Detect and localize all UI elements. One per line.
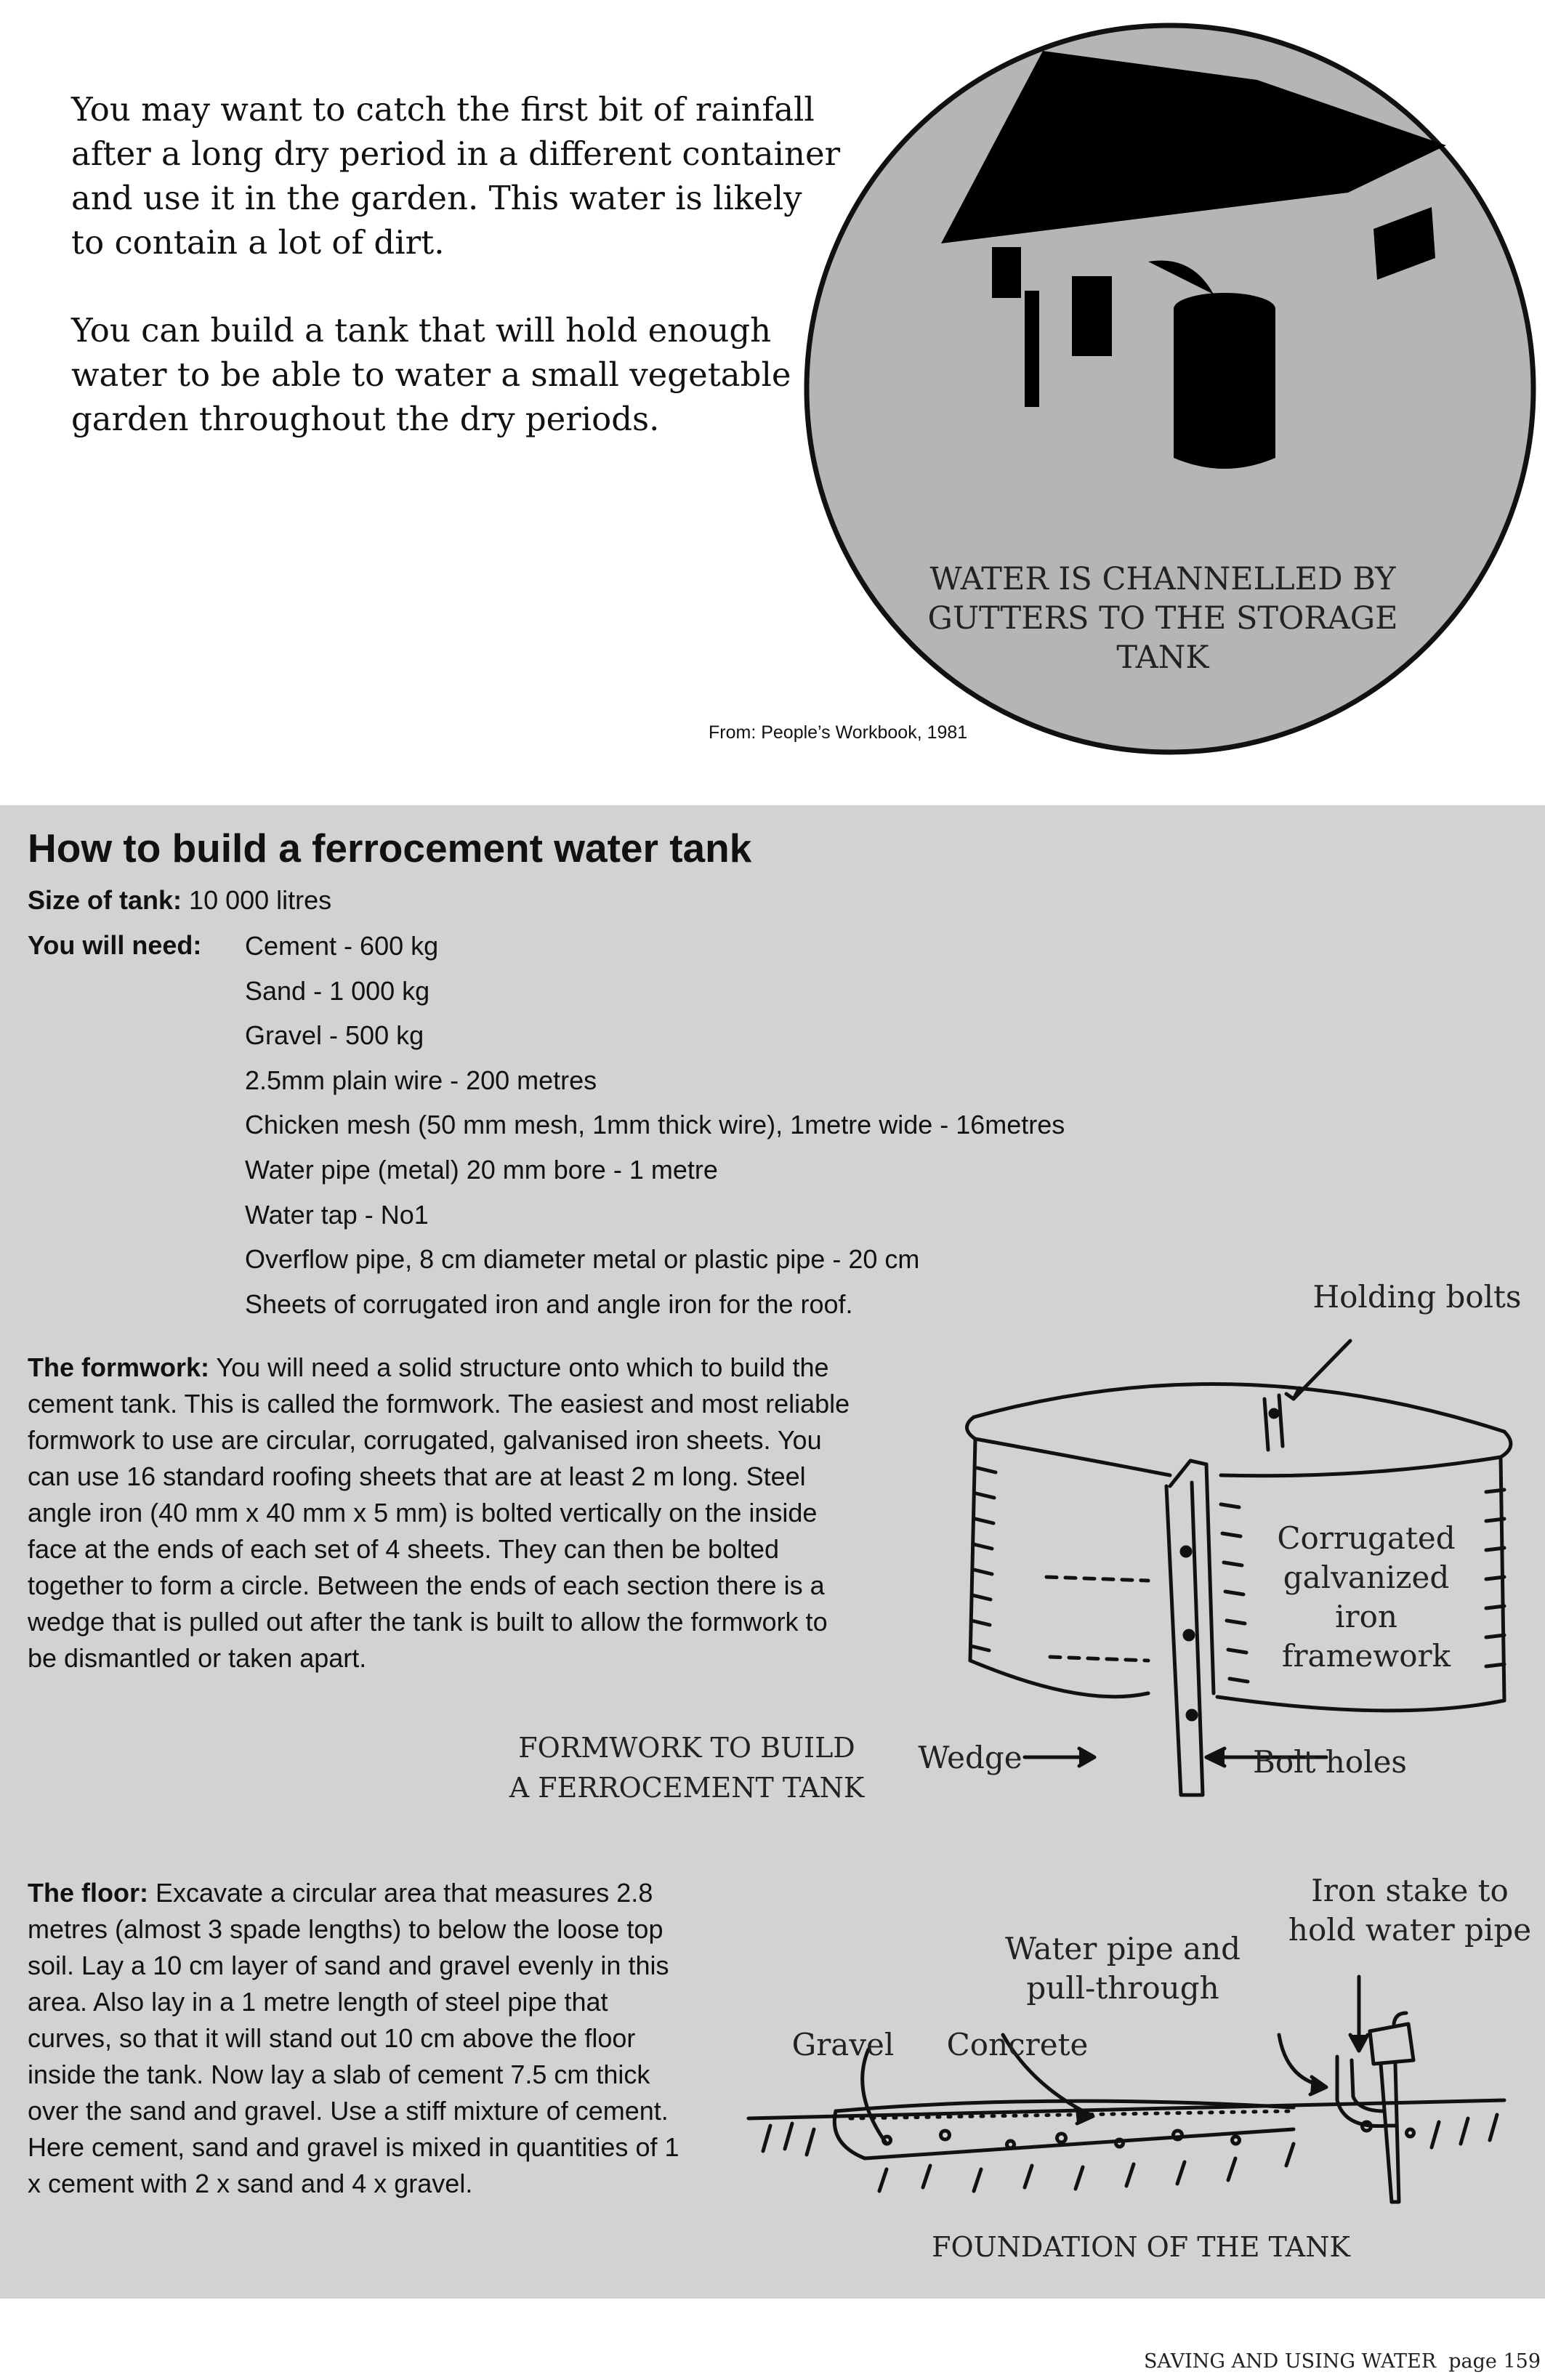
formwork-heading: The formwork: <box>28 1352 210 1382</box>
label-gravel: Gravel <box>791 2027 895 2062</box>
material-item: 2.5mm plain wire - 200 metres <box>245 1065 597 1095</box>
foundation-figure-caption: FOUNDATION OF THE TANK <box>932 2231 1350 2263</box>
material-item: Sand - 1 000 kg <box>245 975 430 1006</box>
material-item: Cement - 600 kg <box>245 931 439 961</box>
material-item: Gravel - 500 kg <box>245 1020 424 1051</box>
page-number: page 159 <box>1448 2350 1541 2373</box>
formwork-paragraph <box>28 1350 863 1677</box>
formwork-text: You will need a solid structure onto which to build the cement tank. This is called the formwork. The easiest and most reliable formwork to use are circular, corrugated, galvanised iron sheets. You can use 16 standard roofing sheets that are at least 2 m long. Steel angle iron (40 mm x 40 mm x 5 mm) is bolted vertically on the inside face at the ends of each set of 4 sheets. They can then be bolted together to form a circle. Between the ends of each section there is a wedge that is pulled out after the tank is built to allow the formwork to be dismantled or taken apart. <box>28 1352 850 1673</box>
material-item: Water pipe (metal) 20 mm bore - 1 metre <box>245 1154 718 1185</box>
size-value: 10 000 litres <box>189 885 332 915</box>
label-wedge: Wedge <box>918 1740 1022 1775</box>
floor-text: Excavate a circular area that measures 2.8 metres (almost 3 spade lengths) to below the loose top soil. Lay a 10 cm layer of sand and gravel evenly in this area. Also lay in a 1 metre length of steel pipe that curves, so that it will stand out 10 cm above the floor inside the tank. Now lay a slab of cement 7.5 cm thick over the sand and gravel. Use a stiff mixture of cement. Here cement, sand and gravel is mixed in quantities of 1 x cement with 2 x sand and 4 x gravel. <box>28 1878 679 2198</box>
material-item: Chicken mesh (50 mm mesh, 1mm thick wire), 1metre wide - 16metres <box>245 1110 1065 1140</box>
material-item: Water tap - No1 <box>245 1199 429 1230</box>
materials-list <box>245 930 1065 1333</box>
intro-paragraph-1: You may want to catch the first bit of rainfall after a long dry period in a different container and use it in the garden. This water is likely to contain a lot of dirt. <box>71 90 841 262</box>
size-label: Size of tank: <box>28 885 182 915</box>
page-footer <box>887 2350 1545 2373</box>
formwork-figure-caption: FORMWORK TO BUILD A FERROCEMENT TANK <box>509 1732 865 1804</box>
floor-heading: The floor: <box>28 1878 148 1908</box>
label-corrugated-iron: Corrugated galvanized iron framework <box>1277 1520 1456 1674</box>
material-item: Overflow pipe, 8 cm diameter metal or plastic pipe - 20 cm <box>245 1244 920 1275</box>
intro-paragraph-2: You can build a tank that will hold enough water to be able to water a small vegetable garden throughout the dry periods. <box>71 311 791 438</box>
label-bolt-holes: Bolt holes <box>1253 1744 1407 1780</box>
material-item: Sheets of corrugated iron and angle iron for the roof. <box>245 1288 853 1319</box>
house-figure-caption: WATER IS CHANNELLED BY GUTTERS TO THE STORAGE TANK <box>927 561 1398 676</box>
label-holding-bolts: Holding bolts <box>1312 1279 1522 1315</box>
footer-section: SAVING AND USING WATER <box>1143 2350 1437 2373</box>
label-concrete: Concrete <box>946 2027 1089 2062</box>
label-water-pipe: Water pipe and pull-through <box>1004 1931 1241 2006</box>
label-iron-stake: Iron stake to hold water pipe <box>1288 1873 1532 1948</box>
figure-source: From: People’s Workbook, 1981 <box>709 722 968 743</box>
tank-size <box>28 885 331 916</box>
intro-text <box>71 87 842 485</box>
section-title: How to build a ferrocement water tank <box>28 826 752 871</box>
need-label: You will need: <box>28 930 202 960</box>
floor-paragraph <box>28 1875 696 2202</box>
